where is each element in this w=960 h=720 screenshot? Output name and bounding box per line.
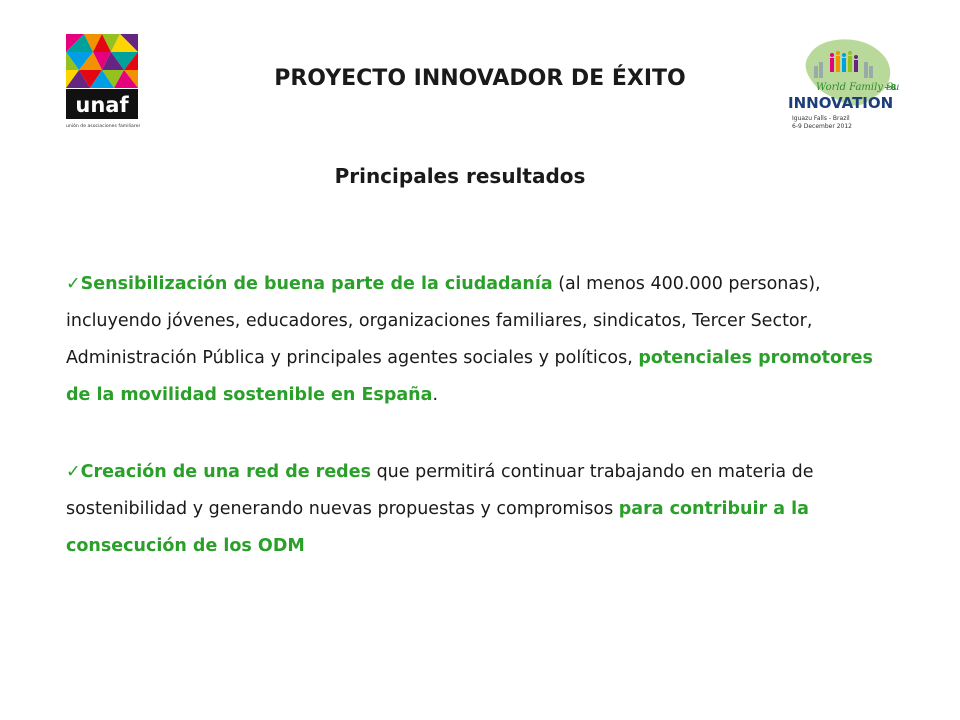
results-list	[66, 266, 896, 605]
unaf-caption: unión de asociaciones familiares	[66, 124, 140, 129]
result-text: .	[432, 385, 439, 405]
wfs-badge: +8	[884, 83, 897, 92]
world-family-summit-logo	[780, 34, 900, 144]
checkmark-icon: ✓	[66, 274, 81, 294]
result-highlight: para contribuir a la consecución de los ODM	[66, 499, 809, 556]
result-text: que permitirá continuar trabajando en materia de sostenibilidad y generando nuevas propuestas y compromisos	[66, 462, 814, 519]
result-highlight: Sensibilización de buena parte de la ciudadanía	[80, 274, 553, 294]
wfs-dates: 6-9 December 2012	[792, 123, 852, 130]
result-text: (al menos 400.000 personas), incluyendo jóvenes, educadores, organizaciones familiares, sindicatos, Tercer Sector, Administración Pública y principales agentes sociales y políticos,	[66, 274, 821, 368]
page-title: PROYECTO INNOVADOR DE ÉXITO	[274, 66, 686, 91]
checkmark-icon: ✓	[66, 462, 81, 482]
wfs-innovation: INNOVATION	[788, 94, 894, 112]
wfs-location: Iguazu Falls - Brazil	[792, 115, 850, 122]
result-highlight: Creación de una red de redes	[80, 462, 371, 482]
result-highlight: potenciales promotores de la movilidad sostenible en España	[66, 348, 873, 405]
result-item-sensibilizacion	[66, 266, 896, 414]
unaf-wordmark: unaf	[75, 93, 129, 117]
result-item-creacion	[66, 454, 896, 565]
section-subtitle: Principales resultados	[334, 164, 586, 188]
wfs-title: World Family Su	[816, 82, 900, 93]
